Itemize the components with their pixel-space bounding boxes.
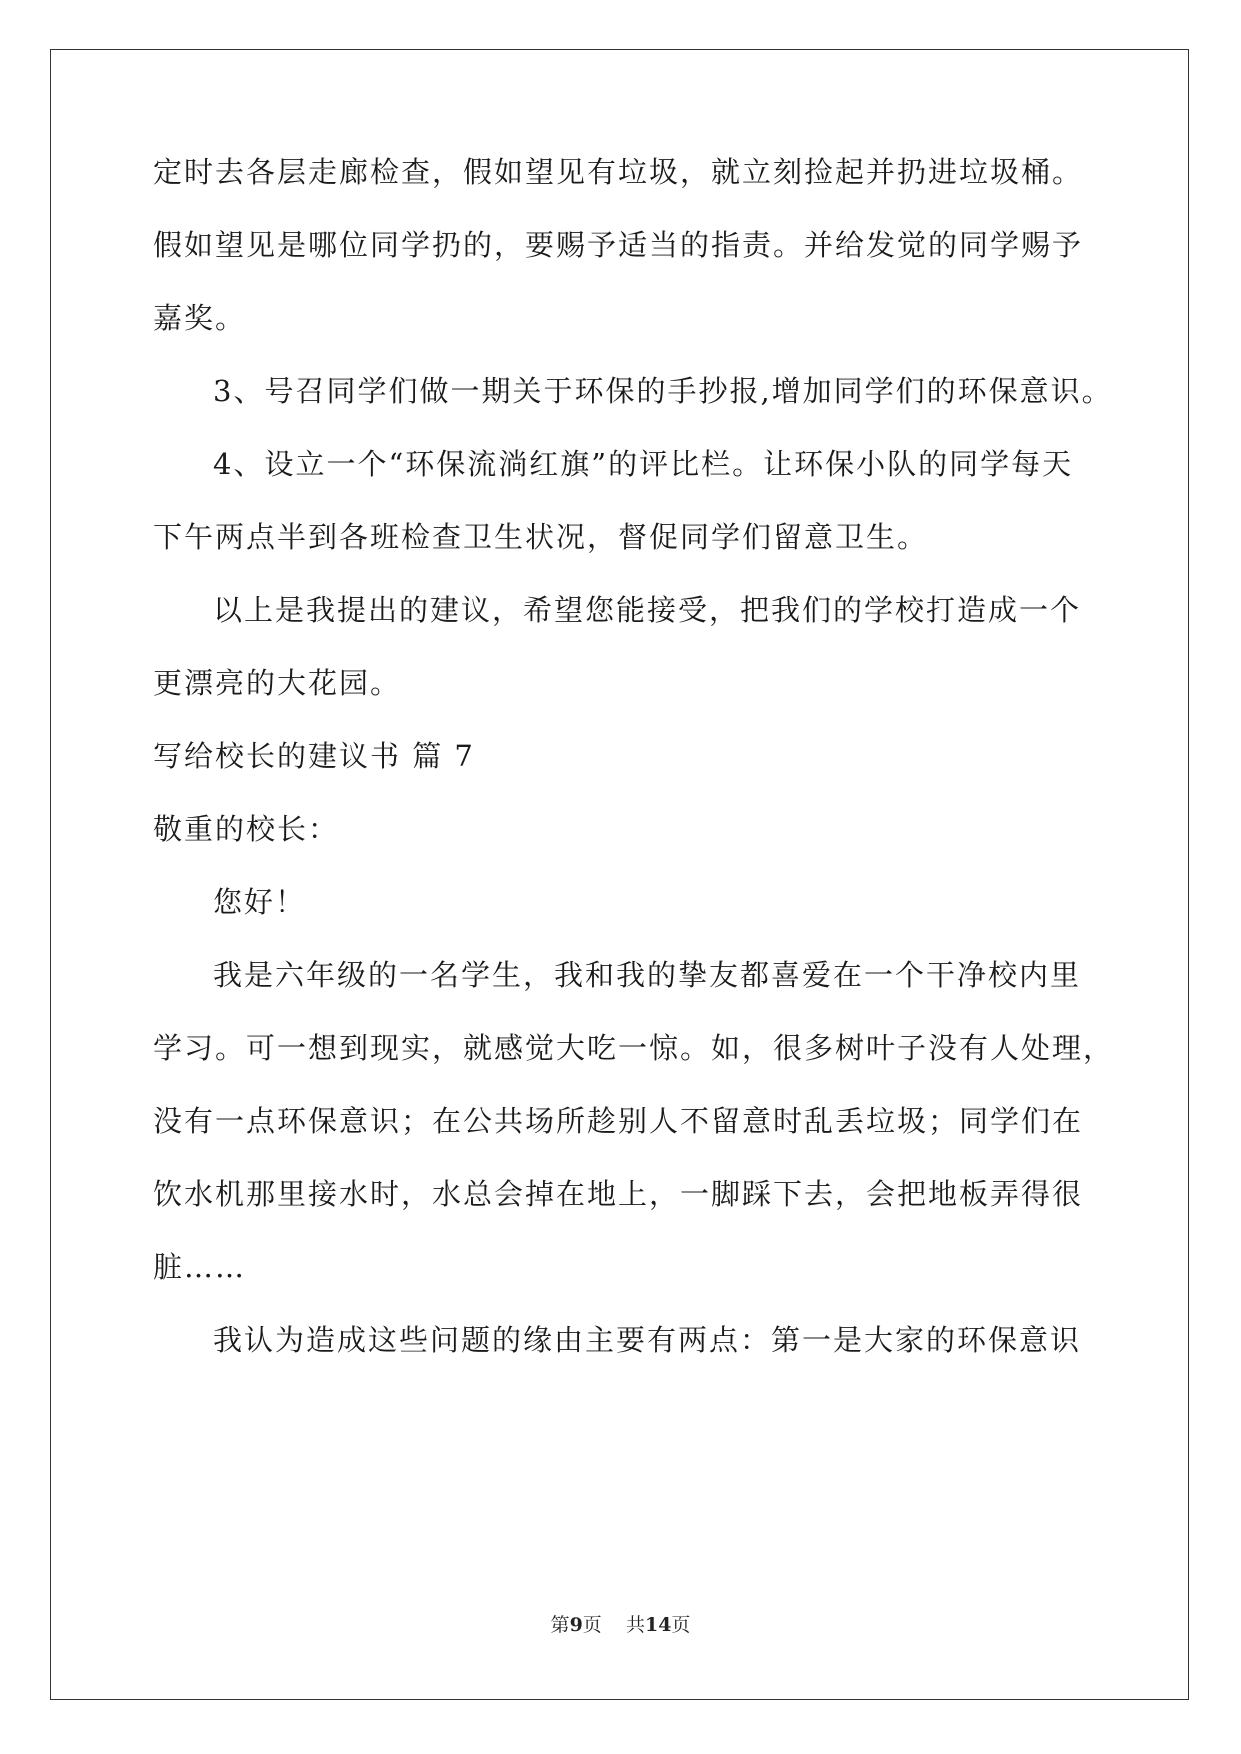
footer-middle: 页 共 [582, 1614, 645, 1636]
footer-prefix: 第 [550, 1614, 570, 1636]
text-line: 饮水机那里接水时，水总会掉在地上，一脚踩下去，会把地板弄得很 [153, 1177, 1084, 1211]
text-line: 脏…… [153, 1250, 247, 1284]
text-line: 下午两点半到各班检查卫生状况，督促同学们留意卫生。 [153, 520, 929, 554]
current-page-number: 9 [569, 1614, 583, 1636]
page-footer [0, 1612, 1241, 1638]
total-page-number: 14 [644, 1614, 672, 1636]
text-line: 没有一点环保意识；在公共场所趁别人不留意时乱丢垃圾；同学们在 [153, 1104, 1084, 1138]
text-line: 嘉奖。 [153, 301, 247, 335]
text-line: 4、设立一个“环保流淌红旗”的评比栏。让环保小队的同学每天 [213, 447, 1074, 481]
text-line: 学习。可一想到现实，就感觉大吃一惊。如，很多树叶子没有人处理， [153, 1031, 1115, 1065]
text-line: 假如望见是哪位同学扔的，要赐予适当的指责。并给发觉的同学赐予 [153, 228, 1084, 262]
greeting: 您好！ [213, 885, 307, 919]
text-line: 以上是我提出的建议，希望您能接受，把我们的学校打造成一个 [213, 593, 1082, 627]
text-line: 3、号召同学们做一期关于环保的手抄报,增加同学们的环保意识。 [213, 374, 1113, 408]
section-heading: 写给校长的建议书 篇 7 [153, 739, 475, 773]
salutation: 敬重的校长： [153, 812, 340, 846]
page-border [50, 49, 1189, 1700]
footer-suffix: 页 [671, 1614, 691, 1636]
text-line: 更漂亮的大花园。 [153, 666, 402, 700]
text-line: 定时去各层走廊检查，假如望见有垃圾，就立刻捡起并扔进垃圾桶。 [153, 155, 1084, 189]
text-line: 我认为造成这些问题的缘由主要有两点：第一是大家的环保意识 [213, 1323, 1082, 1357]
text-line: 我是六年级的一名学生，我和我的挚友都喜爱在一个干净校内里 [213, 958, 1082, 992]
